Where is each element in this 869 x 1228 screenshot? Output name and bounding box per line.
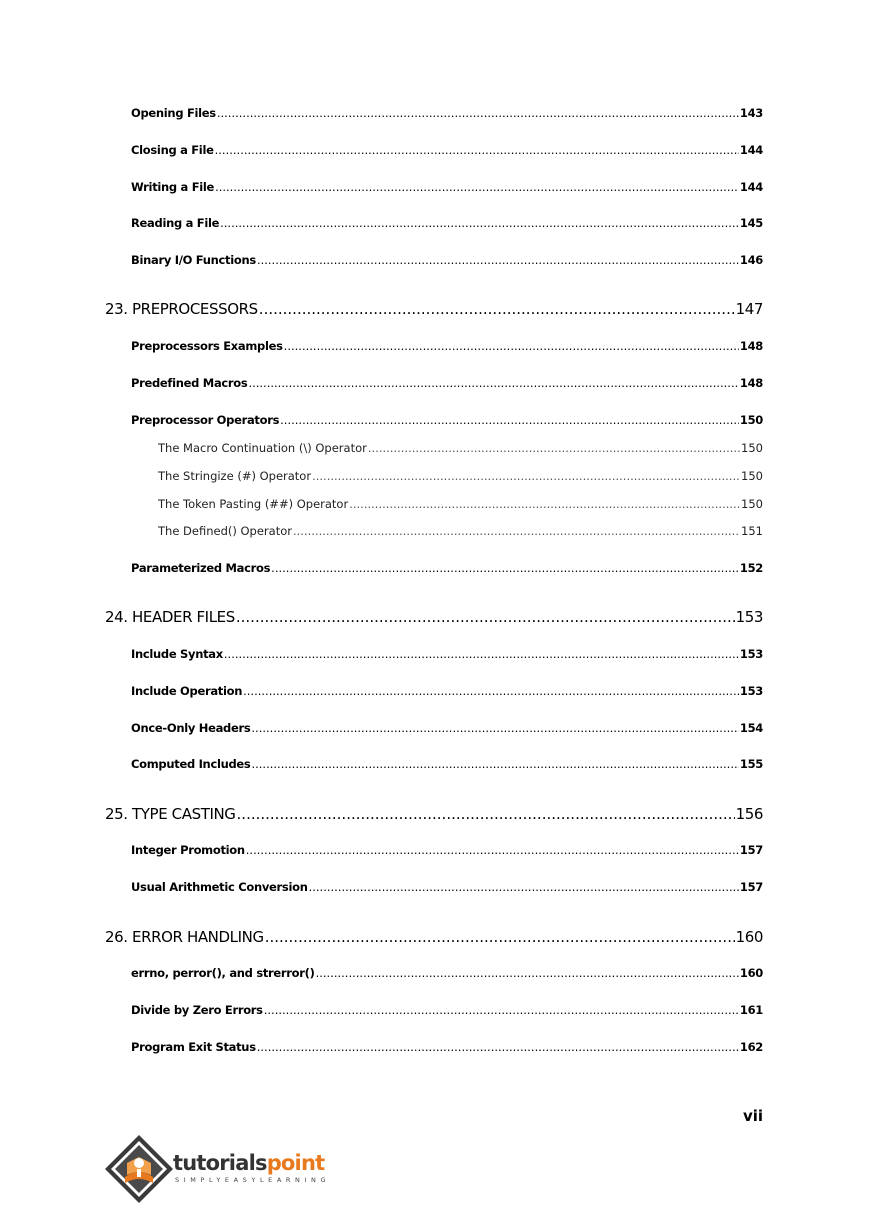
toc-entry-title: The Token Pasting (##) Operator (158, 497, 349, 511)
toc-dot-leader (246, 843, 739, 857)
toc-dot-leader (284, 339, 739, 353)
toc-entry-page: 151 (741, 524, 763, 538)
toc-entry (131, 647, 763, 661)
toc-dot-leader (271, 561, 739, 575)
toc-dot-leader (265, 928, 735, 946)
logo-text-dark: tutorials (173, 1151, 267, 1175)
toc-entry (158, 524, 763, 538)
toc-dot-leader (280, 413, 739, 427)
toc-entry-title: Once-Only Headers (131, 721, 251, 735)
toc-entry (131, 143, 763, 157)
toc-chapter-entry (105, 300, 763, 318)
toc-entry-title: Binary I/O Functions (131, 253, 256, 267)
toc-dot-leader (251, 757, 738, 771)
toc-entry (131, 1040, 763, 1054)
toc-entry-title: Integer Promotion (131, 843, 245, 857)
toc-dot-leader (257, 253, 739, 267)
logo-emblem-icon (103, 1133, 175, 1205)
tutorialspoint-logo (103, 1133, 343, 1205)
toc-entry-title: errno, perror(), and strerror() (131, 966, 315, 980)
toc-dot-leader (243, 684, 739, 698)
toc-entry-page: 150 (741, 469, 763, 483)
toc-dot-leader (236, 608, 735, 626)
toc-entry-title: Preprocessors Examples (131, 339, 283, 353)
toc-entry-title: 26. ERROR HANDLING (105, 928, 264, 946)
toc-entry-page: 144 (739, 180, 763, 194)
toc-entry (131, 180, 763, 194)
toc-entry-title: Writing a File (131, 180, 215, 194)
toc-entry-title: Include Operation (131, 684, 243, 698)
toc-entry-page: 155 (739, 757, 763, 771)
toc-entry-page: 161 (739, 1003, 763, 1017)
toc-entry-page: 148 (739, 339, 763, 353)
toc-entry-page: 157 (739, 880, 763, 894)
toc-entry-title: Computed Includes (131, 757, 251, 771)
toc-dot-leader (215, 180, 739, 194)
toc-entry-title: Reading a File (131, 216, 220, 230)
toc-entry (131, 721, 763, 735)
toc-dot-leader (349, 497, 740, 511)
toc-entry-page: 150 (739, 413, 763, 427)
toc-entry-page: 154 (739, 721, 763, 735)
toc-dot-leader (264, 1003, 739, 1017)
toc-entry (131, 880, 763, 894)
toc-dot-leader (237, 805, 735, 823)
toc-entry-title: Parameterized Macros (131, 561, 271, 575)
toc-dot-leader (309, 880, 739, 894)
toc-entry (131, 966, 763, 980)
toc-entry (158, 441, 763, 455)
toc-entry-title: Closing a File (131, 143, 214, 157)
toc-entry-page: 162 (739, 1040, 763, 1054)
toc-entry (131, 376, 763, 390)
toc-entry-title: 23. PREPROCESSORS (105, 300, 258, 318)
logo-text-accent: point (266, 1151, 325, 1175)
toc-entry-title: Predefined Macros (131, 376, 248, 390)
toc-entry (131, 413, 763, 427)
toc-entry-title: The Defined() Operator (158, 524, 292, 538)
toc-entry-page: 160 (739, 966, 763, 980)
toc-dot-leader (368, 441, 740, 455)
toc-entry-title: Include Syntax (131, 647, 223, 661)
toc-entry-title: Usual Arithmetic Conversion (131, 880, 308, 894)
toc-dot-leader (220, 216, 739, 230)
toc-entry (131, 757, 763, 771)
toc-entry (158, 497, 763, 511)
toc-entry-page: 150 (741, 441, 763, 455)
toc-entry (131, 339, 763, 353)
toc-entry-page: 143 (739, 106, 763, 120)
toc-entry-title: Divide by Zero Errors (131, 1003, 263, 1017)
toc-dot-leader (259, 300, 735, 318)
toc-dot-leader (312, 469, 740, 483)
toc-entry-title: 25. TYPE CASTING (105, 805, 236, 823)
toc-entry-page: 156 (735, 805, 763, 823)
toc-dot-leader (217, 106, 739, 120)
page-number: vii (742, 1107, 763, 1125)
toc-chapter-entry (105, 805, 763, 823)
toc-entry-page: 157 (739, 843, 763, 857)
toc-chapter-entry (105, 608, 763, 626)
logo-wordmark (173, 1151, 324, 1175)
toc-dot-leader (215, 143, 739, 157)
logo-tagline: SIMPLYEASYLEARNING (175, 1176, 331, 1184)
toc-entry (158, 469, 763, 483)
toc-entry-page: 147 (735, 300, 763, 318)
toc-dot-leader (257, 1040, 739, 1054)
toc-entry-page: 160 (735, 928, 763, 946)
toc-dot-leader (251, 721, 739, 735)
toc-entry-title: 24. HEADER FILES (105, 608, 235, 626)
toc-entry-page: 148 (739, 376, 763, 390)
toc-entry-title: Preprocessor Operators (131, 413, 280, 427)
toc-entry (131, 106, 763, 120)
toc-entry-page: 146 (739, 253, 763, 267)
toc-entry-title: Program Exit Status (131, 1040, 256, 1054)
toc-entry-page: 153 (735, 608, 763, 626)
toc-entry-page: 150 (741, 497, 763, 511)
toc-entry (131, 216, 763, 230)
toc-entry (131, 843, 763, 857)
toc-entry (131, 253, 763, 267)
toc-dot-leader (248, 376, 738, 390)
toc-entry-page: 153 (739, 647, 763, 661)
toc-entry-page: 152 (739, 561, 763, 575)
toc-entry (131, 684, 763, 698)
toc-dot-leader (316, 966, 739, 980)
toc-entry-title: The Macro Continuation (\) Operator (158, 441, 367, 455)
toc-entry-page: 144 (739, 143, 763, 157)
toc-entry-page: 145 (739, 216, 763, 230)
toc-chapter-entry (105, 928, 763, 946)
toc-entry-title: Opening Files (131, 106, 216, 120)
toc-entry (131, 1003, 763, 1017)
toc-entry (131, 561, 763, 575)
toc-entry-page: 153 (739, 684, 763, 698)
toc-dot-leader (293, 524, 740, 538)
toc-entry-title: The Stringize (#) Operator (158, 469, 312, 483)
toc-dot-leader (224, 647, 739, 661)
